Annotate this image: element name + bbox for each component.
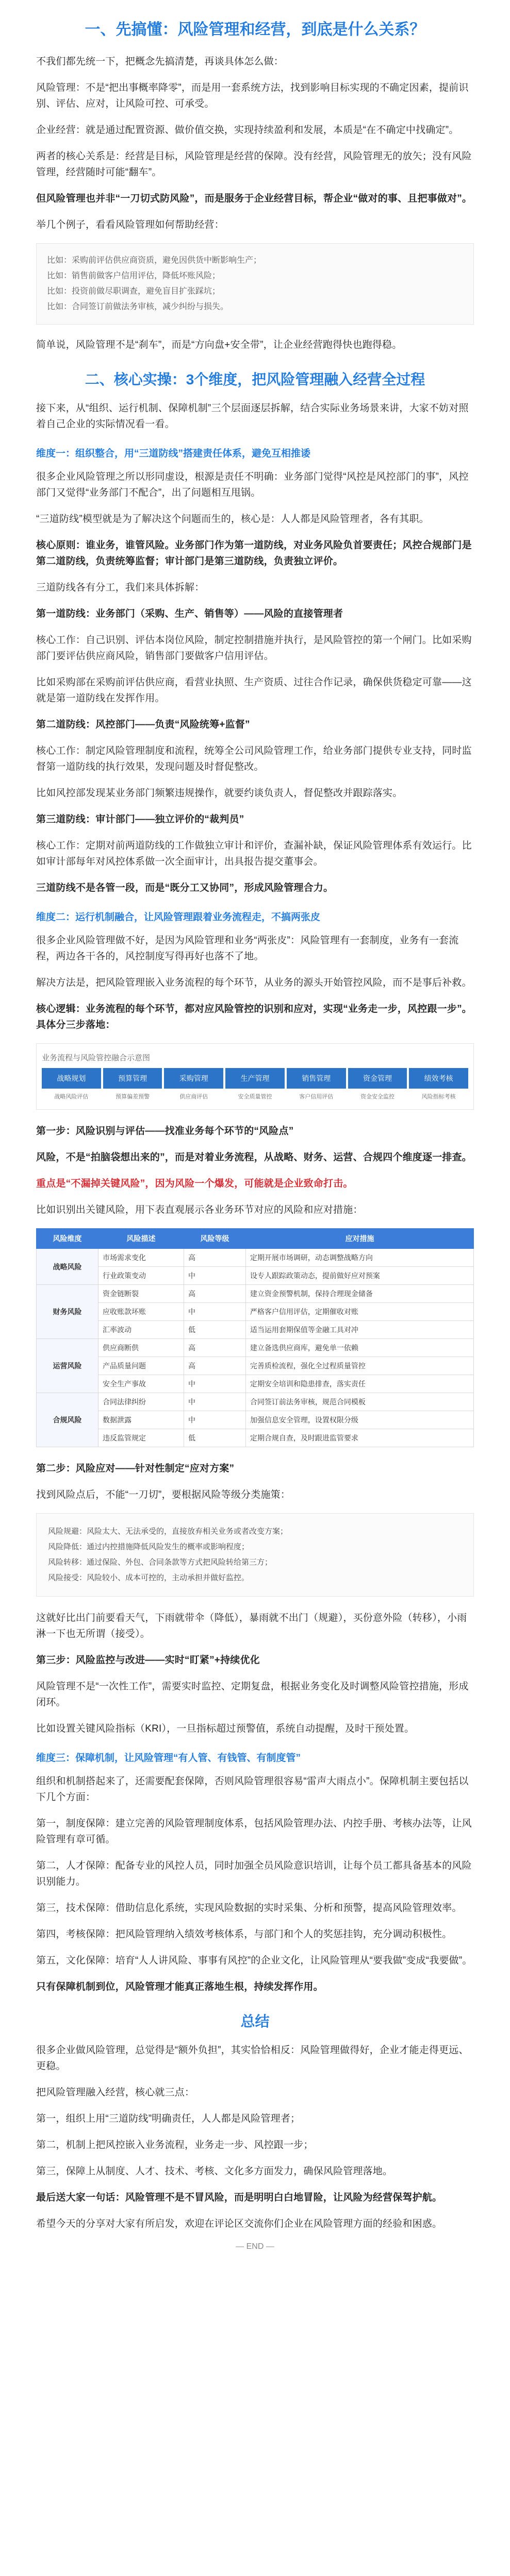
table-row [37, 1411, 474, 1429]
paragraph: 第五，文化保障：培育“人人讲风险、事事有风控”的企业文化，让风险管理从“要我做”变成“我要做”。 [36, 1955, 472, 1966]
paragraph: 核心工作：制定风险管理制度和流程，统筹全公司风险管理工作，给业务部门提供专业支持，同时监督第一道防线的执行效果，发现问题及时督促整改。 [36, 745, 472, 772]
step-heading-3: 第三步：风险监控与改进——实时“盯紧”+持续优化 [36, 1655, 260, 1666]
strategy-line: 风险规避：风险太大、无法承受的，直接放弃相关业务或者改变方案； [48, 1527, 288, 1536]
step-heading-1: 第一步：风险识别与评估——找准业务每个环节的“风险点” [36, 1126, 294, 1137]
table-row [37, 1375, 474, 1393]
table-cell: 汇率波动 [98, 1321, 184, 1339]
table-cell: 高 [184, 1249, 245, 1267]
table-cell: 产品质量问题 [98, 1357, 184, 1375]
paragraph: 很多企业做风险管理，总觉得是“额外负担”，其实恰恰相反：风险管理做得好，企业才能走得更远、更稳。 [36, 2045, 469, 2072]
table-cell: 定期合规自查，及时跟进监管要求 [245, 1429, 473, 1447]
table-cell: 严格客户信用评估，定期催收对账 [245, 1303, 473, 1321]
paragraph: 很多企业风险管理做不好，是因为风险管理和业务“两张皮”：风险管理有一套制度，业务有一套流程，两边各干各的，风控制度写得再好也落不了地。 [36, 935, 459, 962]
table-cell: 应收账款坏账 [98, 1303, 184, 1321]
flow-step: 采购管理 [164, 1068, 223, 1089]
table-cell: 定期开展市场调研，动态调整战略方向 [245, 1249, 473, 1267]
flow-step: 销售管理 [287, 1068, 346, 1089]
paragraph: 举几个例子，看看风险管理如何帮助经营： [36, 219, 224, 230]
paragraph-risk-definition: 风险管理：不是“把出事概率降零”，而是用一套系统方法，找到影响目标实现的不确定因素，提前识别、评估、应对，让风险可控、可承受。 [36, 82, 469, 109]
table-cell: 违反监管规定 [98, 1429, 184, 1447]
flow-step: 资金管理 [348, 1068, 407, 1089]
paragraph: “三道防线”模型就是为了解决这个问题而生的，核心是：人人都是风险管理者，各有其职。 [36, 514, 429, 524]
table-cell: 战略风险 [37, 1249, 98, 1285]
paragraph: 核心工作：自己识别、评估本岗位风险，制定控制措施并执行，是风险管控的第一个闸门。比如采购部门要评估供应商风险，销售部门要做客户信用评估。 [36, 635, 472, 662]
paragraph-emphasis: 但风险管理也并非“一刀切式防风险”，而是服务于企业经营目标，帮企业“做对的事、且把事做对”。 [36, 193, 472, 204]
flow-note: 战略风险评估 [54, 1094, 89, 1100]
table-cell: 低 [184, 1429, 245, 1447]
table-cell: 定期安全培训和隐患排查，落实责任 [245, 1375, 473, 1393]
table-cell: 中 [184, 1375, 245, 1393]
table-cell: 行业政策变动 [98, 1267, 184, 1285]
table-cell: 中 [184, 1303, 245, 1321]
table-cell: 运营风险 [37, 1339, 98, 1393]
table-header-row [37, 1229, 474, 1249]
example-quote-box [36, 243, 474, 325]
table-header: 风险描述 [98, 1229, 184, 1249]
table-cell: 中 [184, 1393, 245, 1411]
flow-notes [42, 1093, 468, 1101]
table-row [37, 1249, 474, 1267]
paragraph: 解决方法是，把风险管理嵌入业务流程的每个环节，从业务的源头开始管控风险，而不是事后补救。 [36, 977, 472, 988]
paragraph-business-definition: 企业经营：就是通过配置资源、做价值交换，实现持续盈利和发展，本质是“在不确定中找确定”。 [36, 125, 459, 135]
paragraph: 核心工作：定期对前两道防线的工作做独立审计和评价，查漏补缺，保证风险管理体系有效运行。比如审计部每年对风控体系做一次全面审计，出具报告提交董事会。 [36, 840, 472, 867]
paragraph: 比如采购部在采购前评估供应商，看营业执照、生产资质、过往合作记录，确保供货稳定可靠——这就是第一道防线在发挥作用。 [36, 677, 472, 704]
flow-step: 预算管理 [103, 1068, 162, 1089]
paragraph: 第四，考核保障：把风险管理纳入绩效考核体系，与部门和个人的奖惩挂钩，充分调动积极性。 [36, 1929, 452, 1940]
risk-table [36, 1228, 474, 1447]
table-cell: 高 [184, 1357, 245, 1375]
paragraph: 比如设置关键风险指标（KRI），一旦指标超过预警值，系统自动提醒，及时干预处置。 [36, 1723, 415, 1734]
table-cell: 安全生产事故 [98, 1375, 184, 1393]
table-row [37, 1285, 474, 1303]
flow-note: 风险指标考核 [421, 1094, 456, 1100]
section-title-1: 一、先搞懂：风险管理和经营，到底是什么关系？ [85, 21, 425, 38]
flow-title: 业务流程与风险管控融合示意图 [42, 1054, 151, 1062]
response-strategy-box [36, 1513, 474, 1597]
footer: — END — [236, 2242, 274, 2251]
table-cell: 合同签订前法务审核，规范合同模板 [245, 1393, 473, 1411]
table-cell: 合同法律纠纷 [98, 1393, 184, 1411]
paragraph-emphasis: 最后送大家一句话：风险管理不是不冒风险，而是明明白白地冒险，让风险为经营保驾护航。 [36, 2192, 442, 2203]
flow-steps [42, 1068, 468, 1089]
table-cell: 建立资金预警机制，保持合理现金储备 [245, 1285, 473, 1303]
table-cell: 高 [184, 1285, 245, 1303]
paragraph: 找到风险点后，不能“一刀切”，要根据风险等级分类施策： [36, 1489, 291, 1500]
paragraph-emphasis: 三道防线不是各管一段，而是“既分工又协同”，形成风险管理合力。 [36, 883, 334, 893]
table-cell: 设专人跟踪政策动态，提前做好应对预案 [245, 1267, 473, 1285]
paragraph: 简单说，风险管理不是“刹车”，而是“方向盘+安全带”，让企业经营跑得快也跑得稳。 [36, 340, 402, 350]
paragraph: 比如风控部发现某业务部门频繁违规操作，就要约谈负责人，督促整改并跟踪落实。 [36, 788, 403, 799]
table-cell: 合规风险 [37, 1393, 98, 1447]
paragraph: 第三，技术保障：借助信息化系统，实现风险数据的实时采集、分析和预警，提高风险管理效率。 [36, 1903, 462, 1913]
paragraph-emphasis: 只有保障机制到位，风险管理才能真正落地生根，持续发挥作用。 [36, 1981, 323, 1992]
table-row [37, 1357, 474, 1375]
section-title-2: 二、核心实操：3个维度，把风险管理融入经营全过程 [85, 371, 425, 387]
quote-line: 比如：合同签订前做法务审核，减少纠纷与损失。 [47, 302, 229, 311]
strategy-line: 风险降低：通过内控措施降低风险发生的概率或影响程度； [48, 1543, 250, 1551]
paragraph-core-logic: 核心逻辑：业务流程的每个环节，都对应风险管控的识别和应对，实现“业务走一步，风控跟一步”。具体分三步落地： [36, 1004, 472, 1030]
quote-line: 比如：投资前做尽职调查，避免盲目扩张踩坑； [47, 287, 221, 296]
table-cell: 高 [184, 1339, 245, 1357]
paragraph: 第二，人才保障：配备专业的风控人员，同时加强全员风险意识培训，让每个员工都具备基本的风险识别能力。 [36, 1860, 472, 1887]
paragraph: 接下来，从“组织、运行机制、保障机制”三个层面逐层拆解，结合实际业务场景来讲，大家不妨对照着自己企业的实际情况看一看。 [36, 403, 469, 430]
dimension-heading-2: 维度二：运行机制融合，让风险管理跟着业务流程走，不搞两张皮 [36, 912, 321, 923]
table-row [37, 1429, 474, 1447]
flow-step: 生产管理 [225, 1068, 285, 1089]
line-of-defense-1: 第一道防线：业务部门（采购、生产、销售等）——风险的直接管理者 [36, 608, 343, 619]
flow-step: 战略规划 [42, 1068, 101, 1089]
flow-note: 客户信用评估 [299, 1094, 334, 1100]
table-header: 应对措施 [245, 1229, 473, 1249]
strategy-line: 风险接受：风险较小、成本可控的，主动承担并做好监控。 [48, 1573, 250, 1582]
table-cell: 供应商断供 [98, 1339, 184, 1357]
table-cell: 中 [184, 1267, 245, 1285]
dimension-heading-3: 维度三：保障机制，让风险管理“有人管、有钱管、有制度管” [36, 1753, 301, 1764]
line-of-defense-2: 第二道防线：风控部门——负责“风险统筹+监督” [36, 719, 250, 730]
paragraph: 第三，保障上从制度、人才、技术、考核、文化多方面发力，确保风险管理落地。 [36, 2166, 393, 2177]
table-row [37, 1339, 474, 1357]
paragraph: 两者的核心关系是：经营是目标，风险管理是经营的保障。没有经营，风险管理无的放矢；没有风险管理，经营随时可能“翻车”。 [36, 151, 472, 178]
paragraph: 把风险管理融入经营，核心就三点： [36, 2087, 195, 2098]
flow-note: 供应商评估 [179, 1094, 208, 1100]
flow-note: 预算偏差预警 [116, 1094, 150, 1100]
table-cell: 数据泄露 [98, 1411, 184, 1429]
paragraph-core-principle: 核心原则：谁业务，谁管风险。业务部门作为第一道防线，对业务风险负首要责任；风控合规部门是第二道防线，负责统筹监督；审计部门是第三道防线，负责独立评价。 [36, 540, 472, 567]
summary-title: 总结 [240, 2013, 270, 2029]
paragraph: 比如识别出关键风险，用下表直观展示各业务环节对应的风险和应对措施： [36, 1205, 363, 1215]
table-header: 风险等级 [184, 1229, 245, 1249]
table-header: 风险维度 [37, 1229, 98, 1249]
flow-note: 安全质量管控 [238, 1094, 272, 1100]
table-row [37, 1267, 474, 1285]
table-cell: 适当运用套期保值等金融工具对冲 [245, 1321, 473, 1339]
paragraph: 组织和机制搭起来了，还需要配套保障，否则风险管理很容易“雷声大雨点小”。保障机制主要包括以下几个方面： [36, 1776, 469, 1803]
quote-line: 比如：销售前做客户信用评估，降低坏账风险； [47, 272, 221, 280]
table-cell: 财务风险 [37, 1285, 98, 1339]
paragraph: 风险管理不是“一次性工作”，需要实时监控、定期复盘，根据业务变化及时调整风险管控措施，形成闭环。 [36, 1681, 469, 1708]
quote-line: 比如：采购前评估供应商资质，避免因供货中断影响生产； [47, 256, 262, 265]
line-of-defense-3: 第三道防线：审计部门——独立评价的“裁判员” [36, 814, 244, 825]
flow-step: 绩效考核 [409, 1068, 468, 1089]
paragraph: 不我们都先统一下，把概念先搞清楚，再谈具体怎么做： [36, 56, 284, 67]
table-cell: 市场需求变化 [98, 1249, 184, 1267]
paragraph: 这就好比出门前要看天气，下雨就带伞（降低），暴雨就不出门（规避），买份意外险（转移），小雨淋一下也无所谓（接受）。 [36, 1613, 467, 1639]
strategy-line: 风险转移：通过保险、外包、合同条款等方式把风险转给第三方； [48, 1558, 273, 1567]
paragraph: 三道防线各有分工，我们来具体拆解： [36, 582, 205, 593]
paragraph: 很多企业风险管理之所以形同虚设，根源是责任不明确：业务部门觉得“风控是风控部门的事”，风控部门又觉得“业务部门不配合”，出了问题相互甩锅。 [36, 471, 469, 498]
table-row [37, 1303, 474, 1321]
process-flow-diagram [36, 1043, 474, 1110]
paragraph: 第一，组织上用“三道防线”明确责任，人人都是风险管理者； [36, 2113, 301, 2124]
table-cell: 完善质检流程，强化全过程质量管控 [245, 1357, 473, 1375]
paragraph: 风险，不是“拍脑袋想出来的”，而是对着业务流程，从战略、财务、运营、合规四个维度逐一排查。 [36, 1152, 472, 1163]
table-row [37, 1393, 474, 1411]
table-cell: 低 [184, 1321, 245, 1339]
dimension-heading-1: 维度一：组织整合，用“三道防线”搭建责任体系，避免互相推诿 [36, 448, 311, 459]
table-cell: 加强信息安全管理，设置权限分级 [245, 1411, 473, 1429]
paragraph: 希望今天的分享对大家有所启发，欢迎在评论区交流你们企业在风险管理方面的经验和困惑。 [36, 2218, 442, 2229]
table-cell: 资金链断裂 [98, 1285, 184, 1303]
table-row [37, 1321, 474, 1339]
paragraph-highlight: 重点是“不漏掉关键风险”，因为风险一个爆发，可能就是企业致命打击。 [36, 1178, 353, 1189]
flow-note: 资金安全监控 [360, 1094, 394, 1100]
paragraph: 第二，机制上把风控嵌入业务流程，业务走一步、风控跟一步； [36, 2140, 314, 2150]
table-cell: 建立备选供应商库，避免单一依赖 [245, 1339, 473, 1357]
step-heading-2: 第二步：风险应对——针对性制定“应对方案” [36, 1463, 235, 1474]
table-cell: 中 [184, 1411, 245, 1429]
paragraph: 第一，制度保障：建立完善的风险管理制度体系，包括风险管理办法、内控手册、考核办法等，让风险管理有章可循。 [36, 1818, 472, 1845]
